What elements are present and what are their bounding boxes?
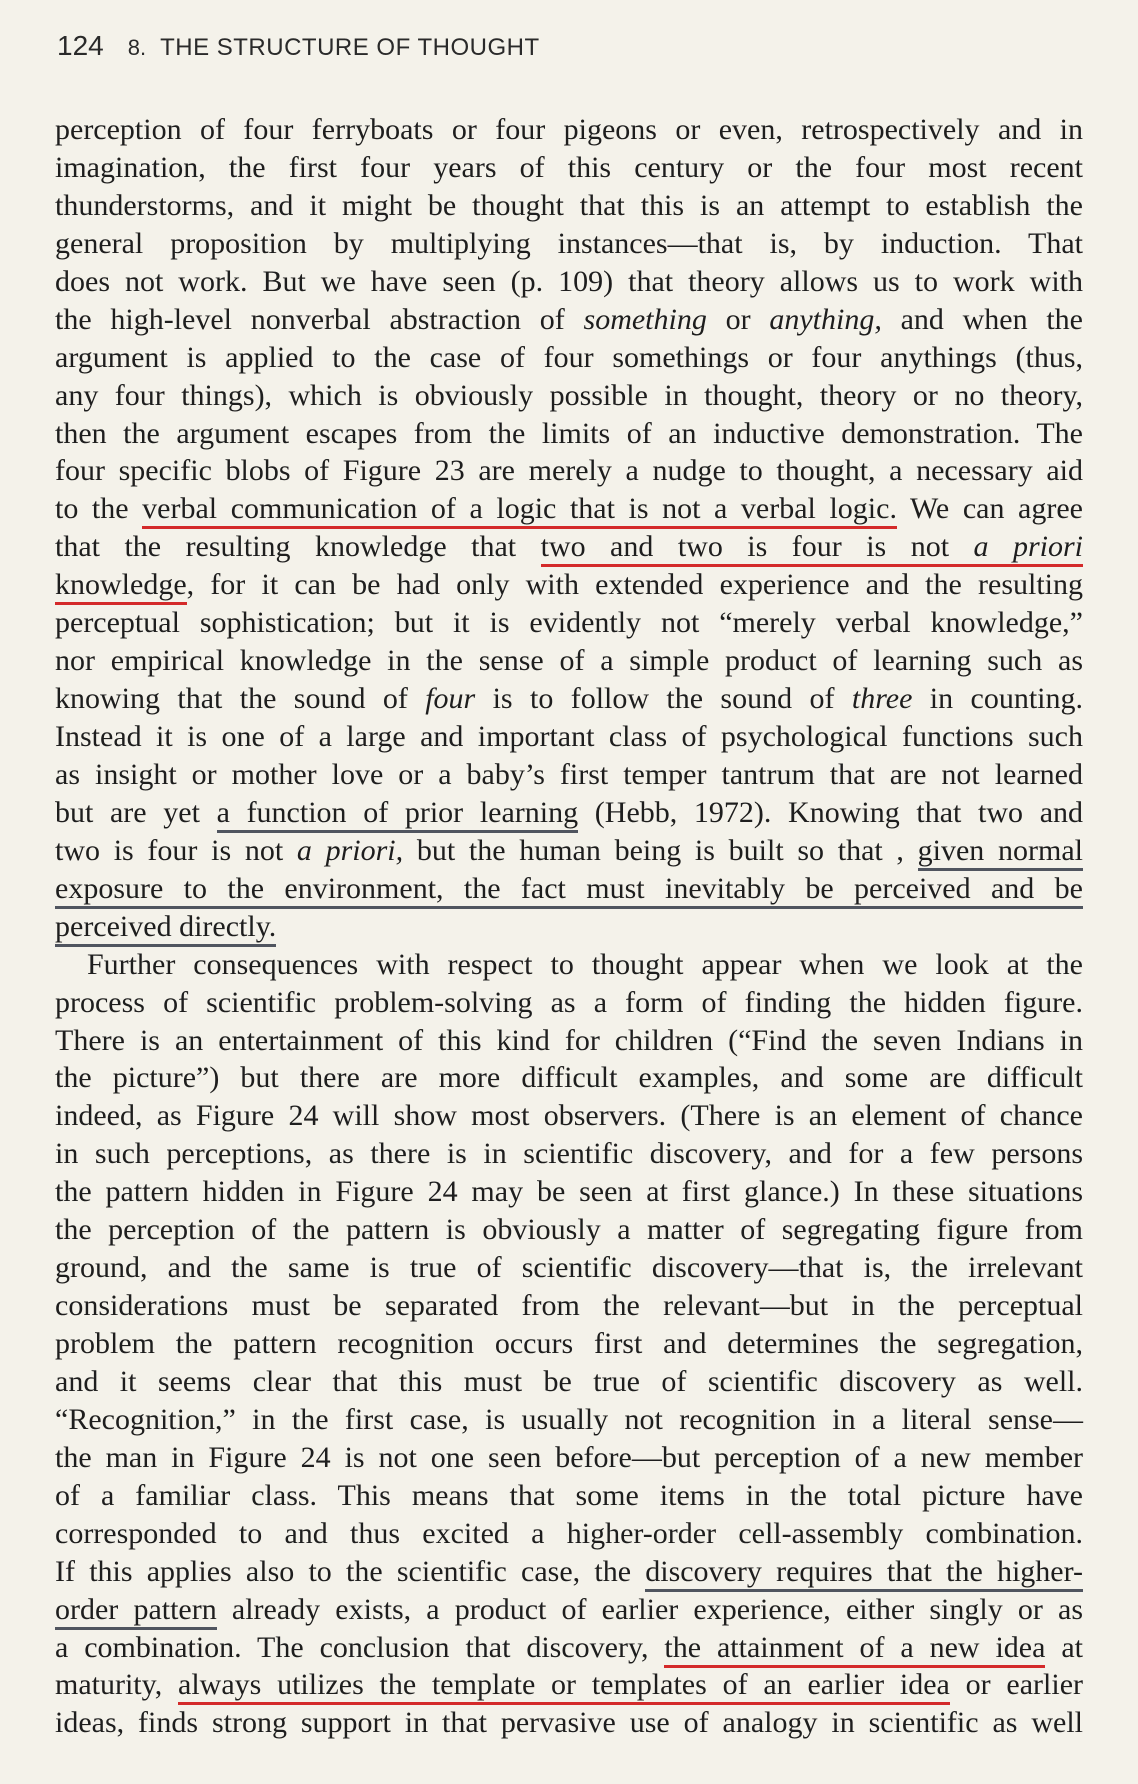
text-segment: If this applies also to the scientific case, the (55, 1554, 646, 1588)
text-line (55, 908, 1083, 946)
gray-underlined-text: exposure to the environment, the fact must inevitably be perceived and be (55, 872, 1083, 909)
text-segment: in counting. (912, 682, 1083, 716)
text-line (55, 1704, 1083, 1742)
text-segment: at (1045, 1630, 1083, 1664)
text-segment: perception of four ferryboats or four pigeons or even, retrospectively and in (55, 113, 1083, 146)
text-segment: the man in Figure 24 is not one seen before—but perception of a new member (55, 1440, 1083, 1474)
text-segment: “Recognition,” in the first case, is usually not recognition in a literal sense— (55, 1402, 1083, 1436)
text-segment: imagination, the first four years of this century or the four most recent (55, 150, 1083, 184)
text-segment: the perception of the pattern is obviously a matter of segregating figure from (55, 1213, 1083, 1247)
text-segment: four specific blobs of Figure 23 are merely a nudge to thought, a necessary aid (55, 454, 1083, 488)
red-underlined-text: two and two is four is not (541, 530, 974, 567)
text-line (55, 832, 1083, 870)
text-line (55, 1629, 1083, 1667)
text-line (55, 1666, 1083, 1704)
text-segment: or (706, 302, 770, 336)
text-line (55, 225, 1083, 263)
text-line (55, 187, 1083, 225)
running-header (57, 30, 1087, 74)
text-segment: the picture”) but there are more difficult examples, and some are difficult (55, 1061, 1083, 1095)
text-line (55, 1591, 1083, 1629)
text-line (55, 1477, 1083, 1515)
text-segment: but the human being is built so that , (403, 833, 918, 867)
text-segment: Further consequences with respect to thought appear when we look at the (87, 947, 1083, 981)
text-line (55, 263, 1083, 301)
text-segment: something (583, 302, 707, 336)
text-segment: problem the pattern recognition occurs first and determines the segregation, (55, 1327, 1083, 1360)
chapter-number: 8. (127, 35, 147, 60)
text-line (55, 339, 1083, 377)
text-segment: four (425, 682, 476, 716)
text-segment: two is four is not (55, 833, 297, 867)
text-segment: general proposition by multiplying instances—that is, by induction. That (55, 226, 1083, 260)
text-segment: argument is applied to the case of four somethings or four anythings (thus, (55, 340, 1083, 374)
text-line (55, 870, 1083, 908)
text-line (55, 946, 1083, 984)
text-segment: process of scientific problem-solving as a form of finding the hidden figure. (55, 985, 1083, 1019)
text-segment: or earlier (949, 1668, 1083, 1702)
page-number: 124 (57, 30, 104, 61)
text-segment: indeed, as Figure 24 will show most observers. (There is an element of chance (55, 1099, 1083, 1133)
text-segment: the pattern hidden in Figure 24 may be seen at first glance.) In these situations (55, 1175, 1083, 1209)
text-line (55, 149, 1083, 187)
text-line (55, 301, 1083, 339)
text-segment: ground, and the same is true of scientific discovery—that is, the irrelevant (55, 1251, 1083, 1285)
text-segment: corresponded to and thus excited a higher-order cell-assembly combination. (55, 1516, 1083, 1550)
text-segment: and when the (881, 302, 1083, 336)
text-segment: three (851, 682, 913, 716)
text-segment: but are yet (55, 795, 217, 829)
text-segment: in such perceptions, as there is in scientific discovery, and for a few persons (55, 1137, 1083, 1171)
text-line (55, 452, 1083, 490)
text-line (55, 1287, 1083, 1325)
text-segment: thunderstorms, and it might be thought that this is an attempt to establish the (55, 188, 1083, 222)
text-segment: to the (55, 492, 143, 526)
body-text (55, 111, 1083, 1742)
text-segment: then the argument escapes from the limits of an inductive demonstration. The (55, 416, 1083, 450)
text-line (55, 528, 1083, 566)
red-underlined-text: verbal communication of a logic that is not a verbal logic. (142, 492, 897, 529)
text-line (55, 794, 1083, 832)
red-underlined-text: a priori (974, 530, 1084, 567)
text-line (55, 1173, 1083, 1211)
text-segment: of a familiar class. This means that some items in the total picture have (55, 1478, 1083, 1512)
text-segment: (Hebb, 1972). Knowing that two and (578, 795, 1084, 829)
text-segment: is to follow the sound of (475, 682, 852, 716)
text-segment: nor empirical knowledge in the sense of a simple product of learning such as (55, 644, 1083, 678)
text-line (55, 1401, 1083, 1439)
text-segment: already exists, a product of earlier experience, either singly or as (216, 1592, 1083, 1626)
text-segment: a priori, (296, 833, 404, 867)
text-line (55, 984, 1083, 1022)
text-segment: as insight or mother love or a baby’s first temper tantrum that are not learned (55, 757, 1083, 791)
text-line (55, 718, 1083, 756)
red-underlined-text: knowledge (55, 568, 187, 605)
text-line (55, 1249, 1083, 1287)
text-segment: and it seems clear that this must be true of scientific discovery as well. (55, 1364, 1083, 1398)
text-segment: perceptual sophistication; but it is evidently not “merely verbal knowledge,” (55, 606, 1083, 640)
text-line (55, 1363, 1083, 1401)
text-segment: considerations must be separated from the relevant—but in the perceptual (55, 1289, 1083, 1323)
text-segment: anything, (769, 302, 882, 336)
text-line (55, 1553, 1083, 1591)
text-segment: does not work. But we have seen (p. 109) that theory allows us to work with (55, 264, 1083, 298)
text-segment: , for it can be had only with extended experience and the resulting (186, 568, 1083, 602)
text-line (55, 680, 1083, 718)
gray-underlined-text: given normal (918, 834, 1083, 871)
text-line (55, 377, 1083, 415)
text-segment: knowing that the sound of (55, 682, 426, 716)
text-segment: a combination. The conclusion that discovery, (55, 1630, 665, 1664)
text-line (55, 1325, 1083, 1363)
text-segment: We can agree (896, 492, 1083, 526)
red-underlined-text: always utilizes the template or templates of an earlier idea (178, 1668, 950, 1705)
text-line (55, 604, 1083, 642)
text-line (55, 1097, 1083, 1135)
text-line (55, 756, 1083, 794)
text-line (55, 1439, 1083, 1477)
text-line (55, 415, 1083, 453)
red-underlined-text: the attainment of a new idea (664, 1631, 1045, 1668)
text-line (55, 1211, 1083, 1249)
text-segment: that the resulting knowledge that (55, 530, 541, 564)
text-line (55, 1135, 1083, 1173)
text-line (55, 490, 1083, 528)
text-segment: the high-level nonverbal abstraction of (55, 302, 584, 336)
text-line (55, 1515, 1083, 1553)
text-line (55, 1022, 1083, 1060)
text-line (55, 566, 1083, 604)
text-segment: maturity, (55, 1668, 178, 1702)
text-segment: Instead it is one of a large and important class of psychological functions such (55, 720, 1083, 753)
gray-underlined-text: discovery requires that the higher- (645, 1555, 1083, 1592)
gray-underlined-text: perceived directly. (55, 910, 276, 947)
text-line (55, 111, 1083, 149)
text-segment: There is an entertainment of this kind for children (“Find the seven Indians in (55, 1023, 1083, 1057)
text-line (55, 1059, 1083, 1097)
chapter-title: THE STRUCTURE OF THOUGHT (160, 34, 540, 61)
text-segment: ideas, finds strong support in that pervasive use of analogy in scientific as well (55, 1706, 1083, 1740)
text-segment: any four things), which is obviously possible in thought, theory or no theory, (55, 378, 1083, 412)
gray-underlined-text: a function of prior learning (217, 796, 579, 833)
gray-underlined-text: order pattern (55, 1593, 217, 1630)
text-line (55, 642, 1083, 680)
